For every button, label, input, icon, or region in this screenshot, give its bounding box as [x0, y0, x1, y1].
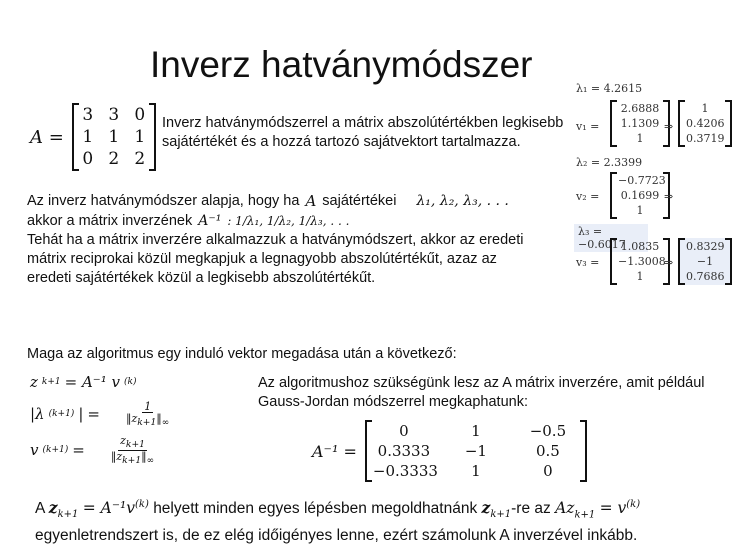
paragraph-2: Maga az algoritmus egy induló vektor megadása után a következő: [27, 346, 457, 362]
matrix-cell: 0 [134, 105, 146, 125]
para1-a: Az inverz hatványmódszer alapja, hogy ha [27, 193, 300, 209]
matrix-cell: 2 [134, 149, 146, 169]
vector-cell: 1 [636, 270, 644, 283]
footer-zk1-b: $z_{k+1}$ [481, 498, 512, 521]
frac-num: 1 [144, 399, 152, 413]
lambda1-label: λ₁ = 4.2615 [576, 82, 643, 95]
arrow-1: ⇒ [664, 120, 674, 133]
v1-normalized [678, 100, 732, 147]
footer-text: A $z_{k+1} = A^{-1}v^{(k)}$ helyett minden egyes lépésben megoldhatnánk $z_{k+1}-re$ az $Az_{k+1} = v^{(k)}$ egyenletrendszert is, de ez elég időigényes lenne, ezért számolunk A inverzével inkább. [35, 494, 715, 546]
vector-cell: 1.1309 [620, 117, 660, 130]
matrix-cell: 1 [134, 127, 146, 147]
matrix-a [72, 103, 156, 171]
frac-den: $‖z_{k+1}‖_\infty$ [125, 411, 170, 428]
lambda3-label: λ₃ = −0.6017 [574, 224, 648, 252]
vector-cell: 0.3719 [686, 132, 725, 145]
reciprocal-list: : 1/λ₁, 1/λ₂, 1/λ₃, . . . [227, 213, 350, 228]
footer-zk1: $z_{k+1}$ [48, 498, 79, 521]
symbol-a: A [305, 192, 317, 210]
matrix-ainv [365, 420, 587, 482]
matrix-ainv-label: A⁻¹ = [312, 441, 357, 461]
footer-2: helyett minden egyes lépésben megoldhatnánk [153, 500, 478, 518]
v3-normalized [678, 238, 732, 285]
matrix-a-label: A = [30, 126, 64, 148]
vector-cell: −0.7723 [618, 174, 666, 187]
matrix-cell: 3 [82, 105, 94, 125]
matrix-cell: 3 [108, 105, 120, 125]
formula-v: v (k+1) = $\frac{z_{k+1}}{‖z_{k+1}‖_\infty}$ [30, 434, 155, 466]
vector-cell: 0.4206 [686, 117, 725, 130]
footer-4: egyenletrendszert is, de ez elég időigényes lenne, ezért számolunk A inverzével inkább. [35, 527, 638, 545]
v2-label: v₂ = [576, 190, 600, 203]
lambda-list: λ₁, λ₂, λ₃, . . . [416, 193, 509, 209]
formula-v-eq: = [72, 441, 85, 459]
formula-lambda-eq: = [87, 405, 100, 423]
vector-cell: 1 [636, 204, 644, 217]
footer-1: A [35, 500, 45, 518]
para1-b: sajátértékei [322, 193, 397, 209]
v1-label: v₁ = [576, 120, 600, 133]
matrix-cell: 2 [108, 149, 120, 169]
vector-cell: 1 [701, 102, 709, 115]
matrix-ainv-block [312, 420, 587, 482]
matrix-cell: 0 [82, 149, 94, 169]
matrix-cell: 1 [471, 422, 481, 440]
formula-v-frac [109, 435, 156, 465]
matrix-cell: 0 [399, 422, 409, 440]
paragraph-3: Az algoritmushoz szükségünk lesz az A mátrix inverzére, amit például Gauss-Jordan módszerrel megkaphatunk: [258, 375, 705, 410]
footer-eq-v: = v [599, 499, 627, 518]
footer-az: Az [555, 499, 575, 518]
vector-cell: 2.6888 [620, 102, 660, 115]
formula-z-rhs: = A⁻¹ v [64, 373, 120, 391]
vector-cell: 0.7686 [686, 270, 725, 283]
matrix-cell: 1 [471, 462, 481, 480]
frac-v-num: $z_{k+1}$ [120, 434, 145, 451]
arrow-2: ⇒ [664, 190, 674, 203]
vector-cell: 1.0835 [620, 240, 660, 253]
v2-vector [610, 172, 670, 219]
vector-cell: −1 [696, 255, 714, 268]
formula-v-lhs: v [30, 441, 39, 459]
v3-label: v₃ = [576, 256, 600, 269]
para1-d: Tehát ha a mátrix inverzére alkalmazzuk a hatványmódszert, akkor az eredeti mátrix reciprokai közül megkapjuk a legnagyobb abszolútértékűt, azaz az eredeti sajátértékek közül a legkisebb abszolútértékűt. [27, 232, 524, 286]
formula-block [30, 368, 171, 468]
matrix-cell: −0.3333 [372, 462, 438, 480]
matrix-cell: 0 [543, 462, 553, 480]
arrow-3: ⇒ [664, 256, 674, 269]
formula-z-lhs: z [30, 373, 38, 391]
eigen-panel-2 [574, 238, 725, 298]
matrix-cell: 0.5 [535, 442, 560, 460]
symbol-ainv: A⁻¹ [198, 212, 222, 229]
footer-ainv-v: = A⁻¹v [82, 499, 135, 518]
footer-3: -re az [511, 500, 551, 518]
matrix-a-block [30, 103, 156, 171]
vector-cell: 0.8329 [686, 240, 725, 253]
matrix-cell: 1 [108, 127, 120, 147]
vector-cell: −1.3008 [618, 255, 666, 268]
formula-lambda-lhs: |λ [30, 405, 45, 423]
matrix-cell: −1 [464, 442, 487, 460]
slide-title: Inverz hatványmódszer [150, 44, 533, 85]
v3-vector [610, 238, 670, 285]
lambda2-label: λ₂ = 2.3399 [576, 156, 643, 169]
formula-lambda-frac [124, 401, 171, 427]
vector-cell: 0.1699 [620, 189, 660, 202]
vector-cell: 1 [636, 132, 644, 145]
matrix-cell: 1 [82, 127, 94, 147]
intro-text: Inverz hatványmódszerrel a mátrix abszolútértékben legkisebb sajátértékét és a hozzá tartozó sajátvektort tartalmazza. [162, 115, 564, 150]
v1-vector [610, 100, 670, 147]
frac-v-den: $‖z_{k+1}‖_\infty$ [110, 449, 155, 466]
para1-c: akkor a mátrix inverzének [27, 212, 193, 229]
matrix-cell: −0.5 [529, 422, 567, 440]
formula-lambda: |λ (k+1) | = $\frac{1}{‖z_{k+1}‖_\infty}$ [30, 399, 170, 428]
formula-z: z k+1 = A⁻¹ v (k) [30, 373, 137, 391]
paragraph-1 [27, 192, 572, 288]
matrix-cell: 0.3333 [377, 442, 431, 460]
